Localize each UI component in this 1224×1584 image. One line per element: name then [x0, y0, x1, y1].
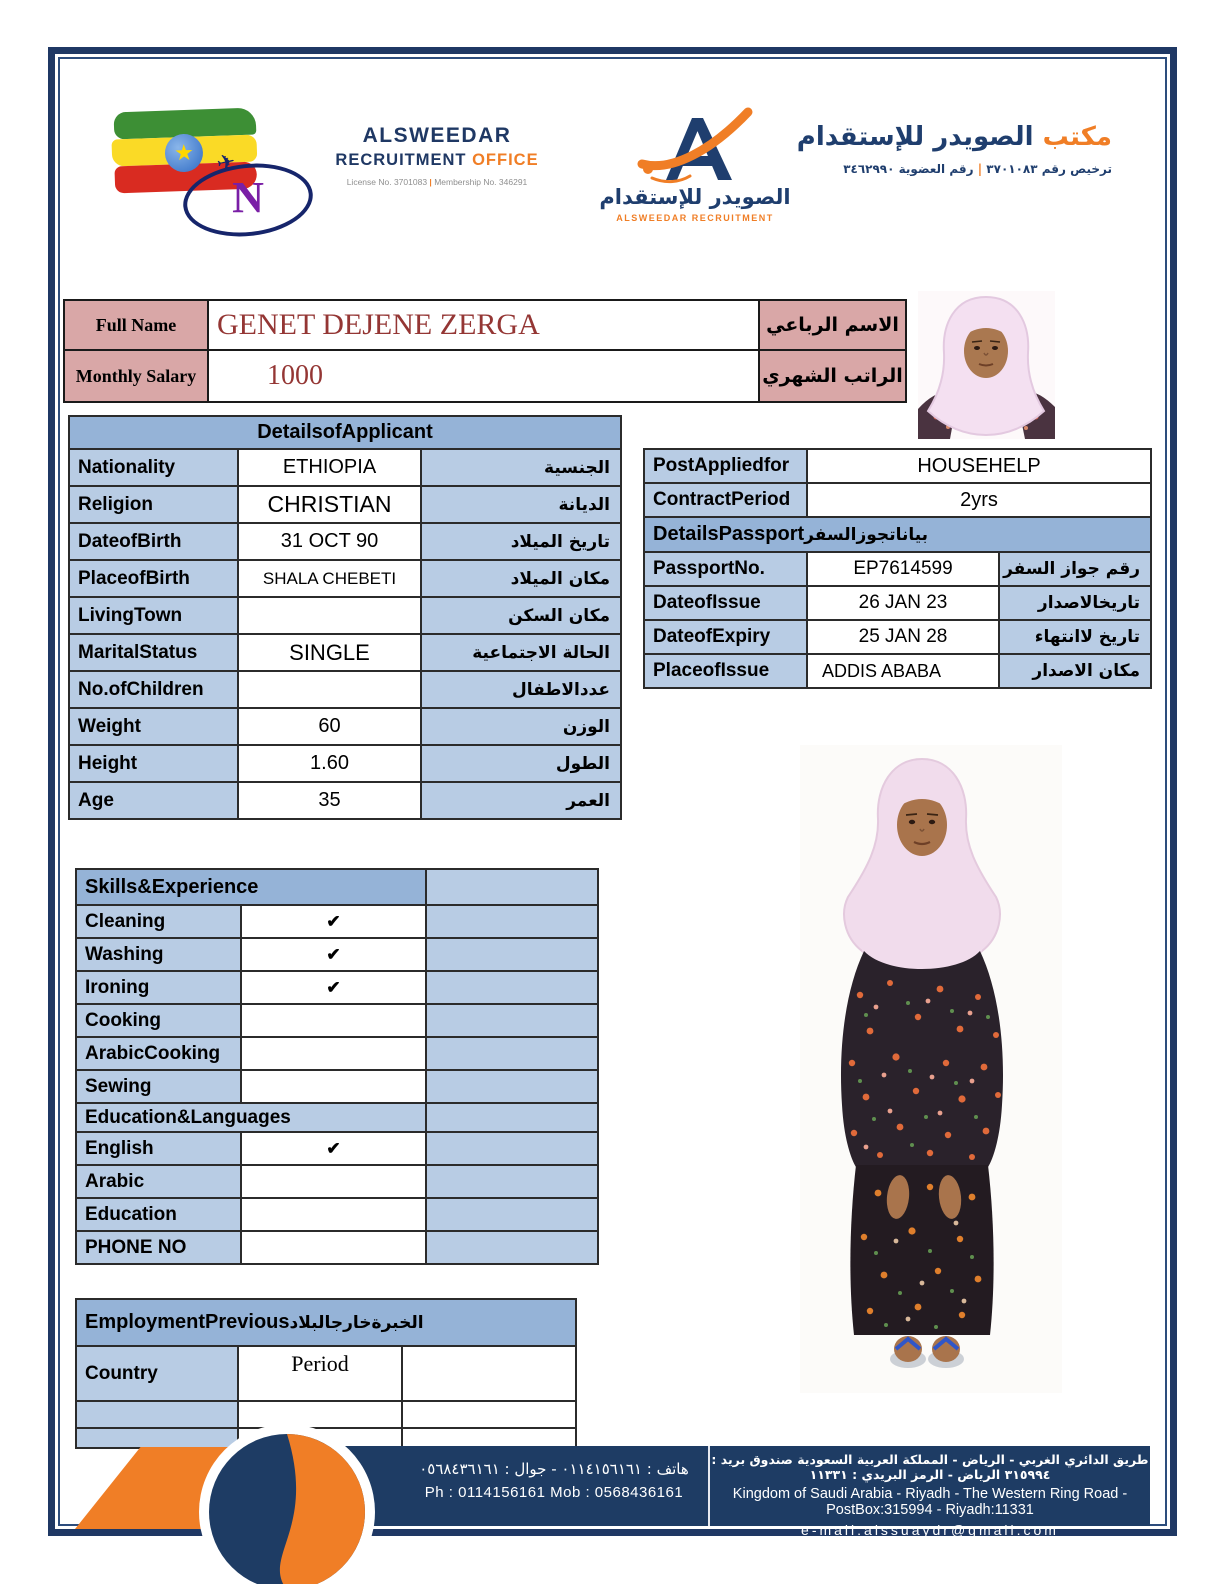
religion-arabic: الديانة	[421, 486, 621, 523]
full-name-label: Full Name	[64, 300, 208, 350]
n-travel-logo	[183, 148, 313, 236]
phone-english: Ph : 0114156161 Mob : 0568436161	[424, 1484, 684, 1501]
date-of-birth-arabic: تاريخ الميلاد	[421, 523, 621, 560]
nationality-arabic: الجنسية	[421, 449, 621, 486]
employment-empty-cell	[402, 1346, 576, 1401]
living-town-label: LivingTown	[69, 597, 238, 634]
age-value: 35	[238, 782, 421, 819]
contract-period-value: 2yrs	[807, 483, 1151, 517]
contract-period-label: ContractPeriod	[644, 483, 807, 517]
place-of-birth-label: PlaceofBirth	[69, 560, 238, 597]
date-of-birth-value: 31 OCT 90	[238, 523, 421, 560]
license-membership-line: License No. 3701083 | Membership No. 346291	[346, 177, 528, 187]
name-salary-table	[63, 299, 907, 403]
salary-arabic-label: الراتب الشهري	[759, 350, 906, 402]
alogo-english-name: ALSWEEDAR RECRUITMENT	[616, 213, 774, 223]
bureau-arabic-title: مكتب الصويدر للإستقدام	[796, 122, 1112, 152]
height-arabic: الطول	[421, 745, 621, 782]
date-of-expiry-value: 25 JAN 28	[807, 620, 999, 654]
place-of-issue-label: PlaceofIssue	[644, 654, 807, 688]
age-arabic: العمر	[421, 782, 621, 819]
date-of-issue-label: DateofIssue	[644, 586, 807, 620]
post-applied-label: PostAppliedfor	[644, 449, 807, 483]
english-label: English	[76, 1132, 241, 1165]
weight-arabic: الوزن	[421, 708, 621, 745]
details-of-applicant-table	[68, 415, 622, 820]
washing-label: Washing	[76, 938, 241, 971]
salary-value: 1000	[208, 350, 759, 402]
passport-no-label: PassportNo.	[644, 552, 807, 586]
english-check: ✔	[241, 1132, 426, 1165]
religion-value: CHRISTIAN	[238, 486, 421, 523]
place-of-birth-value: SHALA CHEBETI	[238, 560, 421, 597]
place-of-issue-arabic: مكان الاصدار	[999, 654, 1151, 688]
email-address: e-mail:alssuaydr@gmail.com	[801, 1522, 1059, 1538]
passport-section-title: DetailsPassportبياناتجوزالسفر	[644, 517, 1151, 552]
applicant-portrait-photo	[918, 291, 1055, 439]
cooking-check	[241, 1004, 426, 1037]
cooking-label: Cooking	[76, 1004, 241, 1037]
phone-no-label: PHONE NO	[76, 1231, 241, 1264]
footer-sphere-logo-icon	[199, 1424, 375, 1584]
membership-label: Membership No. 346291	[434, 177, 528, 187]
sewing-check	[241, 1070, 426, 1103]
weight-value: 60	[238, 708, 421, 745]
religion-label: Religion	[69, 486, 238, 523]
alsweedar-a-logo-block	[597, 106, 793, 223]
passport-no-arabic: رقم جواز السفر	[999, 552, 1151, 586]
ironing-check: ✔	[241, 971, 426, 1004]
marital-status-value: SINGLE	[238, 634, 421, 671]
sewing-label: Sewing	[76, 1070, 241, 1103]
footer-contact-bar	[340, 1446, 1150, 1538]
employment-title: EmploymentPreviousالخبرةخارجالبلاد	[76, 1299, 576, 1346]
full-name-arabic-label: الاسم الرباعي	[759, 300, 906, 350]
nationality-value: ETHIOPIA	[238, 449, 421, 486]
application-passport-table	[643, 448, 1152, 689]
washing-check: ✔	[241, 938, 426, 971]
arabic-cooking-check	[241, 1037, 426, 1070]
cleaning-check: ✔	[241, 905, 426, 938]
children-value	[238, 671, 421, 708]
children-label: No.ofChildren	[69, 671, 238, 708]
education-check	[241, 1198, 426, 1231]
skills-title-spacer	[426, 869, 598, 905]
full-name-value: GENET DEJENE ZERGA	[208, 300, 759, 350]
bureau-license-line: ترخيص رقم ٣٧٠١٠٨٣ | رقم العضوية ٣٤٦٢٩٩٠	[843, 162, 1112, 176]
address-english: Kingdom of Saudi Arabia - Riyadh - The Western Ring Road - PostBox:315994 - Riyadh:11331	[732, 1486, 1128, 1518]
education-languages-title: Education&Languages	[76, 1103, 426, 1132]
arabic-cooking-label: ArabicCooking	[76, 1037, 241, 1070]
footer-phone-section	[340, 1446, 708, 1526]
period-value: Period	[238, 1346, 402, 1401]
marital-status-label: MaritalStatus	[69, 634, 238, 671]
date-of-expiry-arabic: تاريخ لاانتهاء	[999, 620, 1151, 654]
office-title-block	[318, 124, 556, 187]
ironing-label: Ironing	[76, 971, 241, 1004]
alogo-arabic-name: الصويدر للإستقدام	[599, 185, 791, 209]
height-label: Height	[69, 745, 238, 782]
living-town-value	[238, 597, 421, 634]
place-of-issue-value: ADDIS ABABA	[807, 654, 999, 688]
office-title-line1: ALSWEEDAR	[362, 124, 512, 147]
a-swoosh-logo-icon	[636, 106, 754, 186]
salary-label: Monthly Salary	[64, 350, 208, 402]
date-of-expiry-label: DateofExpiry	[644, 620, 807, 654]
phone-no-value	[241, 1231, 426, 1264]
cleaning-label: Cleaning	[76, 905, 241, 938]
arabic-language-check	[241, 1165, 426, 1198]
license-label: License No. 3701083	[346, 177, 428, 187]
airplane-icon: ✈	[214, 148, 238, 177]
marital-status-arabic: الحالة الاجتماعية	[421, 634, 621, 671]
footer-address-section	[708, 1446, 1150, 1538]
details-table-title: DetailsofApplicant	[69, 416, 621, 449]
applicant-fullbody-photo	[800, 745, 1062, 1393]
age-label: Age	[69, 782, 238, 819]
education-label: Education	[76, 1198, 241, 1231]
passport-no-value: EP7614599	[807, 552, 999, 586]
living-town-arabic: مكان السكن	[421, 597, 621, 634]
children-arabic: عددالاطفال	[421, 671, 621, 708]
skills-title: Skills&Experience	[76, 869, 426, 905]
n-letter: N	[232, 173, 264, 222]
office-title-line2: RECRUITMENT OFFICE	[335, 151, 539, 169]
date-of-birth-label: DateofBirth	[69, 523, 238, 560]
arabic-language-label: Arabic	[76, 1165, 241, 1198]
nationality-label: Nationality	[69, 449, 238, 486]
phone-arabic: هاتف : ٠١١٤١٥٦١٦١ - جوال : ٠٥٦٨٤٣٦١٦١	[419, 1460, 689, 1478]
post-applied-value: HOUSEHELP	[807, 449, 1151, 483]
weight-label: Weight	[69, 708, 238, 745]
star-icon: ★	[173, 139, 195, 166]
country-label: Country	[76, 1346, 238, 1401]
height-value: 1.60	[238, 745, 421, 782]
address-arabic: طريق الدائري الغربي - الرياض - المملكة العربية السعودية صندوق بريد : ٣١٥٩٩٤ الرياض - الرمز البريدي : ١١٣٣١	[711, 1452, 1149, 1482]
bureau-arabic-title-block	[790, 122, 1112, 176]
place-of-birth-arabic: مكان الميلاد	[421, 560, 621, 597]
date-of-issue-arabic: تاريخالاصدار	[999, 586, 1151, 620]
skills-experience-table	[75, 868, 599, 1265]
date-of-issue-value: 26 JAN 23	[807, 586, 999, 620]
